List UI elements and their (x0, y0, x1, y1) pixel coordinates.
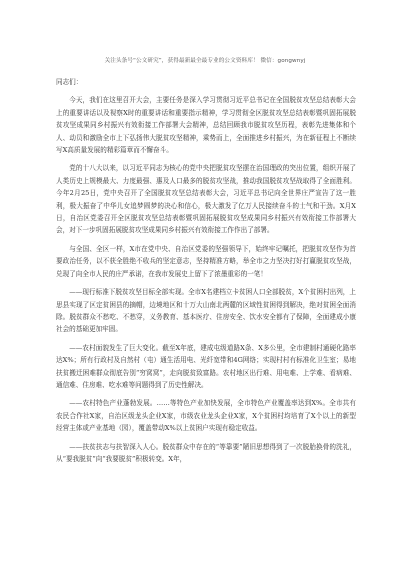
paragraph-goals-achieved: ——现行标准下脱贫攻坚目标全部实现。全市X名建档立卡贫困人口全部脱贫，X个贫困村出列，上思县实现了区定贫困县的摘帽，边境地区和十万大山南北两麓的区域性贫困得到解决，绝对贫困全面消除。脱贫群众不愁吃、不愁穿，义务教育、基本医疗、住房安全、饮水安全都有了保障，全面建成小康社会的基础更加牢固。 (56, 288, 356, 334)
page-header-notice: 关注头条号“公文研究”，获得最新最全最专业的公文资料库！ 微信：gongwnyj (104, 58, 306, 64)
paragraph-city-commitment: 与全国、全区一样，X市在党中央、自治区党委的坚强领导下，始终牢记嘱托，把脱贫攻坚作为首要政治任务，以不获全胜绝不收兵的坚定意志，坚持精准方略，举全市之力坚决打好打赢脱贫攻坚战，兑现了向全市人民的庄严承诺，在我市发展史上留下了浓墨重彩的一笔！ (56, 244, 356, 278)
paragraph-mindset-change: ——扶贫扶志与扶智深入人心。脱贫群众中存在的“等靠要”陋旧思想得到了一次脱胎换骨的洗礼，从“要我脱贫”向“我要脱贫”积极转变。X年， (56, 442, 356, 463)
salutation: 同志们： (56, 78, 83, 86)
paragraph-national-context: 党的十八大以来，以习近平同志为核心的党中央把脱贫攻坚摆在治国理政的突出位置，组织开展了人类历史上规模最大、力度最强、惠及人口最多的脱贫攻坚战，推动我国脱贫攻坚战取得了全面胜利。今年2月25日，党中央召开了全国脱贫攻坚总结表彰大会，习近平总书记向全世界庄严宣告了这一胜利，极大振奋了中华儿女追梦圆梦的决心和信心，极大激发了亿万人民接续奋斗的士气和干劲。X月X日，自治区党委召开全区脱贫攻坚总结表彰暨巩固拓展脱贫攻坚成果同乡村振兴有效衔接工作部署大会，对下一步巩固拓展脱贫攻坚成果同乡村振兴有效衔接工作作出了部署。 (56, 164, 356, 235)
paragraph-rural-changes: ——农村面貌发生了巨大变化。截至X年底，建成屯级道路X条、X多公里，全市建制村通硬化路率达X%；所有行政村及自然村（屯）通生活用电、光纤宽带和4G网络；实现村村有标准化卫生室；易地扶贫搬迁困难群众彻底告别“穷窝窝”，走向脱贫致富路。农村地区出行难、用电难、上学难、看病难、通信难、住房难、吃水难等问题得到了历史性解决。 (56, 343, 356, 389)
paragraph-industry-development: ——农村特色产业蓬勃发展。……等特色产业加快发展，全市特色产业覆盖率达到X%。全市共有农民合作社X家，自治区级龙头企业X家，市级农业龙头企业X家，X个贫困村均培育了X个以上的新型经营主体或产业基地（园），覆盖带动X%以上贫困户实现有稳定收益。 (56, 399, 356, 433)
document-body (56, 76, 356, 471)
paragraph-meeting-purpose: 今天，我们在这里召开大会，主要任务是深入学习贯彻习近平总书记在全国脱贫攻坚总结表彰大会上的重要讲话以及视察X时的重要讲话和重要指示精神，学习贯彻全区脱贫攻坚总结表彰暨巩固拓展脱贫攻坚成果同乡村振兴有效衔接工作部署大会精神，总结回顾我市脱贫攻坚历程，表彰先进集体和个人、动员和激励全市上下弘扬伟大脱贫攻坚精神，乘势而上，全面推进乡村振兴，为在新征程上不断续写X高质量发展的精彩篇章而不懈奋斗。 (56, 96, 356, 155)
